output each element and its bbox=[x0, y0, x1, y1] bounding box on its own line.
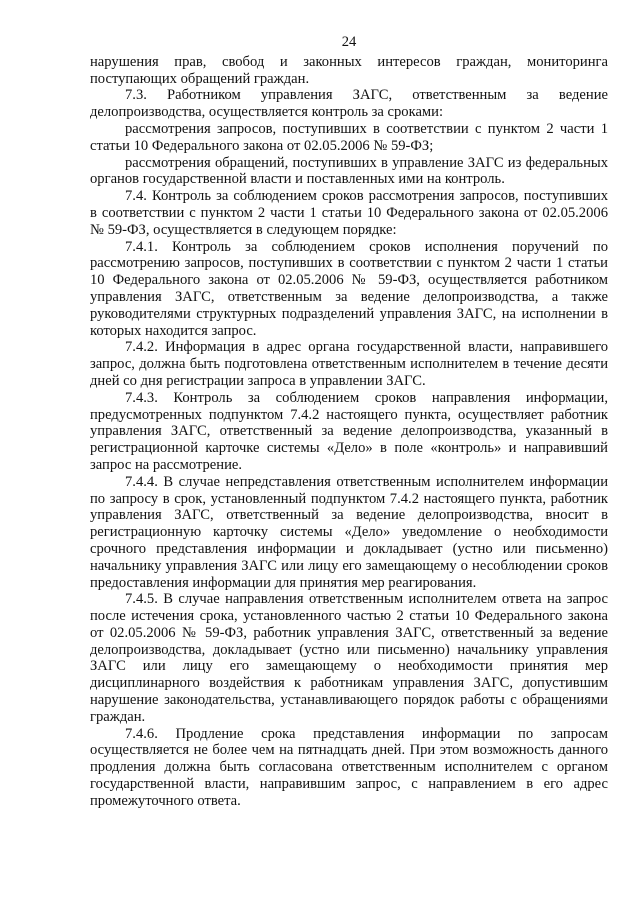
paragraph-7-4-2: 7.4.2. Информация в адрес органа государственной власти, направившего запрос, должна быть подготовлена ответственным исполнителем в течение десяти дней со дня регистрации запроса в управлении ЗАГС. bbox=[90, 339, 608, 389]
paragraph-7-4: 7.4. Контроль за соблюдением сроков рассмотрения запросов, поступивших в соответствии с пунктом 2 части 1 статьи 10 Федерального закона от 02.05.2006 № 59-ФЗ, осуществляется в следующем порядке: bbox=[90, 188, 608, 238]
paragraph-7-4-5: 7.4.5. В случае направления ответственным исполнителем ответа на запрос после истечения срока, установленного частью 2 статьи 10 Федерального закона от 02.05.2006 № 59-ФЗ, работник управления ЗАГС, ответственный за ведение делопроизводства, докладывает (устно или письменно) начальнику управления ЗАГС или лицу его замещающему о необходимости принятия мер дисциплинарного воздействия к работникам управления ЗАГС, допустившим нарушение законодательства, устанавливающего порядок работы с обращениями граждан. bbox=[90, 591, 608, 725]
paragraph-7-3: 7.3. Работником управления ЗАГС, ответственным за ведение делопроизводства, осуществляется контроль за сроками: bbox=[90, 87, 608, 121]
paragraph-7-3-item-2: рассмотрения обращений, поступивших в управление ЗАГС из федеральных органов государственной власти и поставленных ими на контроль. bbox=[90, 154, 608, 188]
paragraph-7-3-item-1: рассмотрения запросов, поступивших в соответствии с пунктом 2 части 1 статьи 10 Федерального закона от 02.05.2006 № 59-ФЗ; bbox=[90, 120, 608, 154]
paragraph-7-4-1: 7.4.1. Контроль за соблюдением сроков исполнения поручений по рассмотрению запросов, поступивших в соответствии с пунктом 2 части 1 статьи 10 Федерального закона от 02.05.2006 № 59-ФЗ, осуществляется работником управления ЗАГС, ответственным за ведение делопроизводства, а также руководителями структурных подразделений управления ЗАГС, на исполнении в которых находится запрос. bbox=[90, 238, 608, 339]
page-number: 24 bbox=[341, 34, 357, 50]
document-page bbox=[90, 34, 608, 810]
paragraph-7-4-4: 7.4.4. В случае непредставления ответственным исполнителем информации по запросу в срок, установленный подпунктом 7.4.2 настоящего пункта, работник управления ЗАГС, ответственный за ведение делопроизводства, вносит в регистрационную карточку системы «Дело» уведомление о необходимости срочного представления информации и докладывает (устно или письменно) начальнику управления ЗАГС или лицу его замещающему о несоблюдении сроков предоставления информации для принятия мер реагирования. bbox=[90, 473, 608, 591]
paragraph-7-4-3: 7.4.3. Контроль за соблюдением сроков направления информации, предусмотренных подпунктом 7.4.2 настоящего пункта, осуществляет работник управления ЗАГС, ответственный за ведение делопроизводства, указанный в регистрационной карточке системы «Дело» в поле «контроль» и направивший запрос на рассмотрение. bbox=[90, 389, 608, 473]
paragraph-7-4-6: 7.4.6. Продление срока представления информации по запросам осуществляется не более чем на пятнадцать дней. При этом возможность данного продления должна быть согласована ответственным исполнителем с органом государственной власти, направившим запрос, с направлением в его адрес промежуточного ответа. bbox=[90, 725, 608, 809]
paragraph-continuation: нарушения прав, свобод и законных интересов граждан, мониторинга поступающих обращений граждан. bbox=[90, 53, 608, 87]
